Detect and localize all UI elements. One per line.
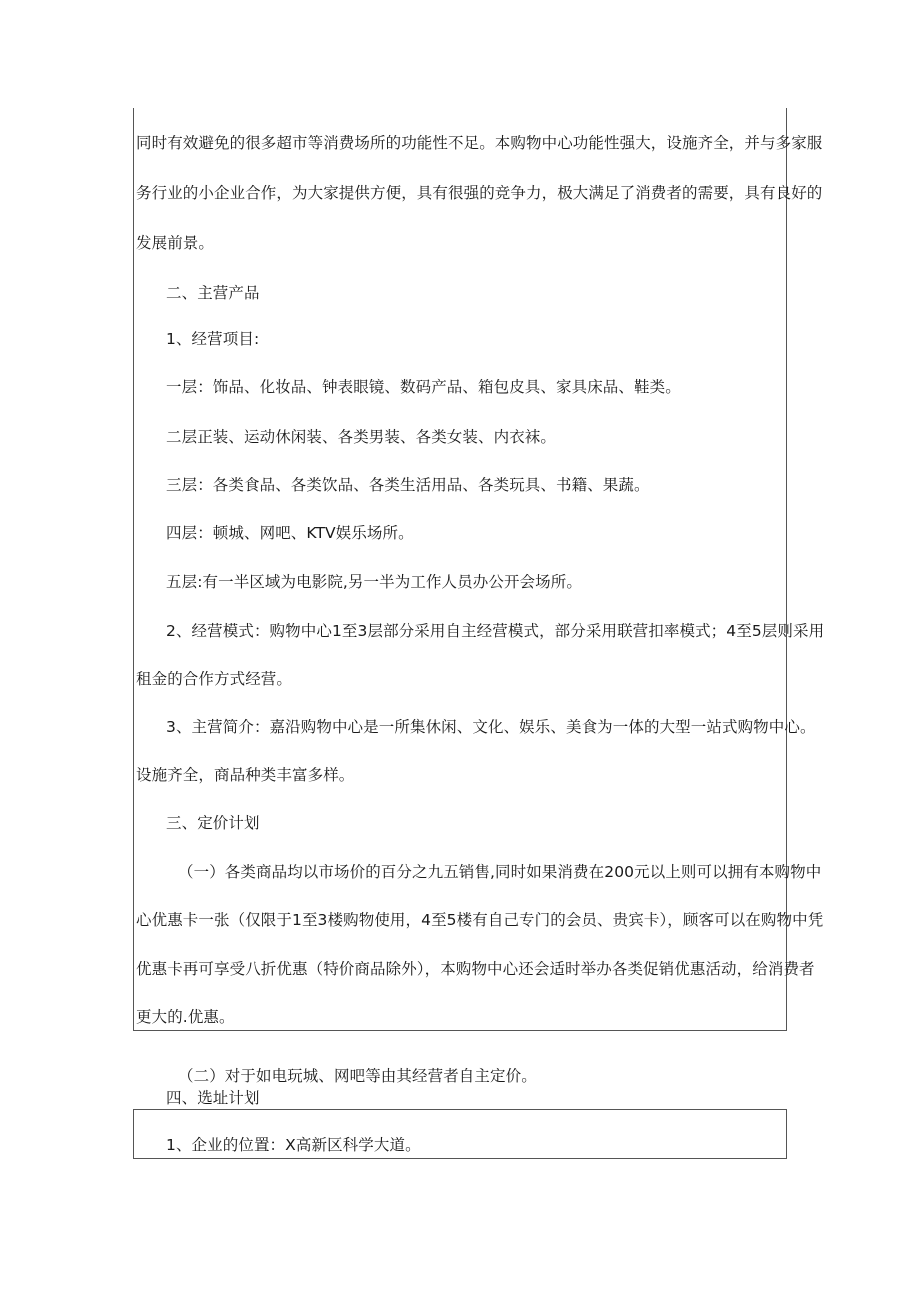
floor-3-text: 三层：各类食品、各类饮品、各类生活用品、各类玩具、书籍、果蔬。 [166, 476, 650, 494]
section-heading-products: 二、主营产品 [166, 284, 260, 302]
pricing-point-1-line-4: 更大的.优惠。 [136, 1008, 235, 1026]
pricing-point-1-line-3: 优惠卡再可享受八折优惠（特价商品除外），本购物中心还会适时举办各类促销优惠活动，给消费者 [136, 960, 815, 978]
pricing-point-2: （二）对于如电玩城、网吧等由其经营者自主定价。 [178, 1067, 537, 1085]
business-mode-line-1: 2、经营模式：购物中心1至3层部分采用自主经营模式，部分采用联营扣率模式；4至5层则采用 [166, 622, 825, 640]
floor-5-text: 五层:有一半区域为电影院,另一半为工作人员办公开会场所。 [166, 573, 582, 591]
floor-4-text: 四层：顿城、网吧、KTV娱乐场所。 [166, 524, 414, 542]
business-items-heading: 1、经营项目: [166, 330, 260, 348]
summary-line-1: 3、主营简介：嘉沿购物中心是一所集休闲、文化、娱乐、美食为一体的大型一站式购物中心。 [166, 718, 816, 736]
intro-line-3: 发展前景。 [136, 234, 215, 252]
floor-2-text: 二层正装、运动休闲装、各类男装、各类女装、内衣袜。 [166, 428, 557, 446]
pricing-point-1-line-1: （一）各类商品均以市场价的百分之九五销售,同时如果消费在200元以上则可以拥有本购物中 [178, 863, 822, 881]
intro-line-1: 同时有效避免的很多超市等消费场所的功能性不足。本购物中心功能性强大，设施齐全，并与多家服 [136, 134, 823, 152]
pricing-point-1-line-2: 心优惠卡一张（仅限于1至3楼购物使用，4至5楼有自己专门的会员、贵宾卡），顾客可以在购物中凭 [136, 911, 824, 929]
intro-line-2: 务行业的小企业合作，为大家提供方便，具有很强的竞争力，极大满足了消费者的需要，具有良好的 [136, 184, 823, 202]
location-item-1: 1、企业的位置：X高新区科学大道。 [166, 1136, 421, 1154]
content-table-frame [133, 108, 825, 1031]
business-mode-line-2: 租金的合作方式经营。 [136, 670, 293, 688]
section-heading-location: 四、选址计划 [166, 1089, 260, 1107]
summary-line-2: 设施齐全，商品种类丰富多样。 [136, 766, 355, 784]
section-heading-pricing: 三、定价计划 [166, 814, 260, 832]
floor-1-text: 一层：饰品、化妆品、钟表眼镜、数码产品、箱包皮具、家具床品、鞋类。 [166, 378, 681, 396]
